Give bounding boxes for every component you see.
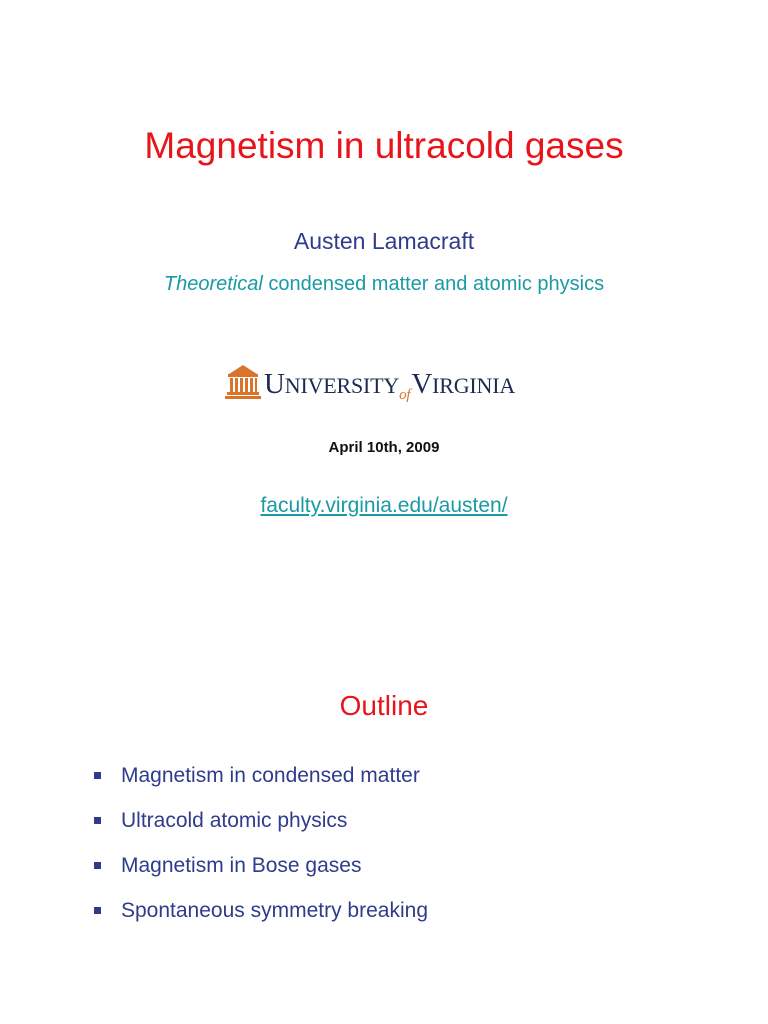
bullet-square-icon xyxy=(94,862,101,869)
affiliation-italic: Theoretical xyxy=(163,273,263,295)
list-item xyxy=(94,895,428,940)
list-item xyxy=(94,805,428,850)
bullet-square-icon xyxy=(94,772,101,779)
list-item-label: Magnetism in condensed matter xyxy=(121,764,420,787)
logo-text-of: of xyxy=(399,387,411,403)
homepage-link[interactable]: faculty.virginia.edu/austen/ xyxy=(260,494,508,517)
list-item-label: Spontaneous symmetry breaking xyxy=(121,899,428,922)
list-item-label: Magnetism in Bose gases xyxy=(121,854,362,877)
author-name: Austen Lamacraft xyxy=(293,228,475,254)
logo-text-v: V xyxy=(411,368,433,400)
affiliation xyxy=(0,270,768,298)
slide-title: Magnetism in ultracold gases xyxy=(144,125,624,166)
presentation-date: April 10th, 2009 xyxy=(328,439,440,456)
logo-text-niversity: NIVERSITY xyxy=(284,373,400,398)
list-item-label: Ultracold atomic physics xyxy=(121,809,348,832)
rotunda-icon xyxy=(224,364,262,400)
affiliation-rest: condensed matter and atomic physics xyxy=(262,273,605,295)
university-logo xyxy=(224,364,544,404)
bullet-square-icon xyxy=(94,817,101,824)
logo-text-u: U xyxy=(264,368,285,400)
logo-text-irginia: IRGINIA xyxy=(432,373,516,398)
bullet-square-icon xyxy=(94,907,101,914)
university-wordmark xyxy=(264,367,515,406)
homepage-link-wrap xyxy=(0,492,768,520)
list-item xyxy=(94,850,428,895)
list-item xyxy=(94,760,428,805)
outline-list xyxy=(94,760,428,940)
outline-heading: Outline xyxy=(339,690,429,721)
